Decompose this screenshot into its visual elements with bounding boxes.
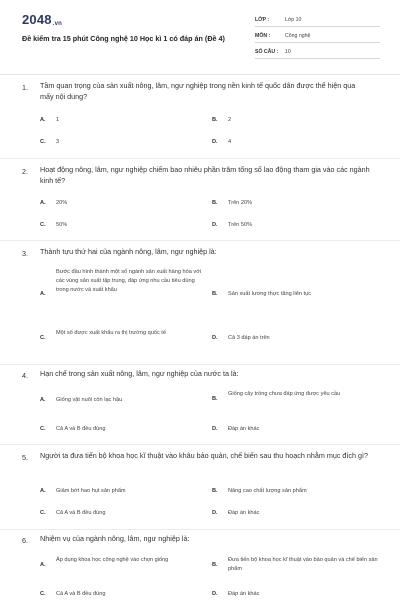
option-text: Cả A và B đều đúng: [56, 591, 106, 597]
logo-extension: .vn: [52, 21, 63, 27]
option-text: Bước đầu hình thành một số ngành sản xuất hàng hóa với các vùng sản xuất tập trung, đáp ứng nhu cầu tiêu dùng trong nước và xuất khẩu: [56, 269, 202, 293]
option-letter: D.: [212, 139, 218, 145]
question-number: 3.: [22, 249, 28, 258]
question-2: [0, 158, 400, 241]
option-text: 4: [228, 139, 232, 145]
option-letter: A.: [40, 291, 46, 297]
option-text: Đáp án khác: [228, 426, 260, 432]
option-text: 50%: [56, 222, 68, 228]
option-letter: D.: [212, 426, 218, 432]
question-text: Tầm quan trọng của sản xuất nông, lâm, ngư nghiệp trong nền kinh tế quốc dân được thể hiện qua mấy nội dung?: [40, 81, 356, 101]
site-logo[interactable]: [22, 12, 62, 27]
meta-class-label: LỚP :: [255, 17, 270, 23]
meta-subject-value: Công nghệ: [285, 33, 311, 39]
worksheet-header: [0, 0, 400, 75]
option-text: Nâng cao chất lượng sản phẩm: [228, 488, 307, 494]
option-letter: A.: [40, 117, 46, 123]
meta-subject-row: [255, 30, 380, 43]
option-letter: A.: [40, 397, 46, 403]
meta-count-row: [255, 46, 380, 59]
question-text: Người ta đưa tiến bộ khoa học kĩ thuật vào khâu bảo quản, chế biến sau thu hoạch nhằm mục đích gì?: [40, 451, 369, 460]
option-letter: B.: [212, 291, 218, 297]
option-text: Một số được xuất khẩu ra thị trường quốc tế: [56, 330, 166, 336]
option-letter: D.: [212, 222, 218, 228]
question-6: [0, 529, 400, 600]
option-letter: A.: [40, 562, 46, 568]
option-text: Sản xuất lương thực tăng liên tục: [228, 291, 311, 297]
option-text: Giống cây trồng chưa đáp ứng được yêu cầu: [228, 391, 341, 397]
logo-text: 2048: [22, 12, 52, 27]
option-text: 3: [56, 139, 60, 145]
option-text: Giảm bớt hao hụt sản phẩm: [56, 488, 126, 494]
meta-count-label: SỐ CÂU :: [255, 49, 279, 55]
option-text: Trên 20%: [228, 200, 253, 206]
meta-class-value: Lớp 10: [285, 17, 302, 23]
option-letter: C.: [40, 591, 46, 597]
question-3: [0, 240, 400, 365]
question-text: Hoạt động nông, lâm, ngư nghiệp chiếm bao nhiêu phần trăm tổng số lao động tham gia vào các ngành kinh tế?: [40, 165, 370, 185]
question-text: Thành tựu thứ hai của ngành nông, lâm, ngư nghiệp là:: [40, 247, 217, 256]
option-text: Đáp án khác: [228, 591, 260, 597]
option-letter: C.: [40, 222, 46, 228]
option-letter: B.: [212, 117, 218, 123]
option-text: Cả 3 đáp án trên: [228, 335, 270, 341]
option-letter: D.: [212, 591, 218, 597]
question-number: 6.: [22, 536, 28, 545]
option-letter: B.: [212, 200, 218, 206]
question-1: [0, 74, 400, 159]
meta-class-row: [255, 14, 380, 27]
option-letter: C.: [40, 426, 46, 432]
option-letter: B.: [212, 396, 218, 402]
option-letter: A.: [40, 488, 46, 494]
question-number: 2.: [22, 167, 28, 176]
question-number: 1.: [22, 83, 28, 92]
question-5: [0, 444, 400, 530]
option-text: Cả A và B đều đúng: [56, 510, 106, 516]
document-title: Đề kiểm tra 15 phút Công nghệ 10 Học kì 1 có đáp án (Đề 4): [22, 34, 225, 43]
option-letter: B.: [212, 488, 218, 494]
option-letter: A.: [40, 200, 46, 206]
question-4: [0, 364, 400, 445]
option-letter: D.: [212, 335, 218, 341]
meta-count-value: 10: [285, 49, 291, 55]
option-text: 2: [228, 117, 232, 123]
question-text: Hạn chế trong sản xuất nông, lâm, ngư nghiệp của nước ta là:: [40, 369, 239, 378]
option-letter: C.: [40, 510, 46, 516]
option-text: Giống vật nuôi còn lạc hậu: [56, 397, 123, 403]
option-letter: B.: [212, 562, 218, 568]
option-text: Đáp án khác: [228, 510, 260, 516]
option-text: Cả A và B đều đúng: [56, 426, 106, 432]
question-number: 5.: [22, 453, 28, 462]
option-text: 20%: [56, 200, 68, 206]
question-text: Nhiệm vụ của ngành nông, lâm, ngư nghiệp là:: [40, 534, 190, 543]
meta-subject-label: MÔN :: [255, 33, 271, 39]
option-text: Trên 50%: [228, 222, 253, 228]
option-letter: C.: [40, 139, 46, 145]
option-letter: C.: [40, 335, 46, 341]
option-text: Đưa tiến bộ khoa học kĩ thuật vào bảo quản và chế biến sản phẩm: [228, 557, 378, 572]
option-letter: D.: [212, 510, 218, 516]
question-number: 4.: [22, 371, 28, 380]
option-text: Áp dụng khoa học công nghệ vào chọn giống: [56, 557, 169, 563]
option-text: 1: [56, 117, 60, 123]
